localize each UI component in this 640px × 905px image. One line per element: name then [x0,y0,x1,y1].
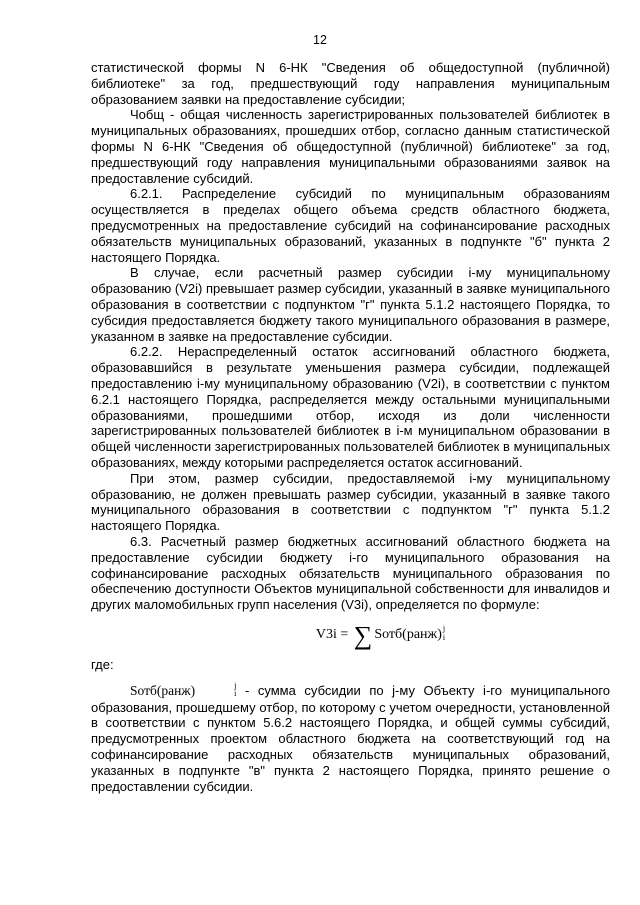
formula-term: Sотб(ранж) [374,626,442,642]
formula-superscript: j [442,623,446,633]
paragraph-5: 6.2.2. Нераспределенный остаток ассигнований областного бюджета, образовавшийся в результате уменьшения размера субсидии, подлежащей предоставлению i-му муниципальному образованию (V2i), в соответствии с пунктом 6.2.1 настоящего Порядка, распределяется между остальными муниципальными образованиями, прошедшими отбор, исходя из доли численности зарегистрированных пользователей библиотек в i-м муниципальном образовании в общей численности зарегистрированных пользователей библиотек в муниципальных образованиях, между которыми распределяется остаток ассигнований. [91,344,610,470]
paragraph-3: 6.2.1. Распределение субсидий по муниципальным образованиям осуществляется в пределах общего объема средств областного бюджета, предусмотренных на предоставление субсидий на софинансирование расходных обязательств муниципальных образований, указанных в подпункте "б" пункта 2 настоящего Порядка. [91,186,610,265]
page-number: 12 [313,33,327,47]
where-label: где: [91,656,114,672]
paragraph-7: 6.3. Расчетный размер бюджетных ассигнований областного бюджета на предоставление субсидии бюджету i-го муниципального образования на софинансирование расходных обязательств муниципального образования по обеспечению доступности Объектов муниципальной собственности для инвалидов и других маломобильных групп населения (V3i), определяется по формуле: [91,533,610,613]
definition-text: - сумма субсидии по j-му Объекту i-го муниципального образования, прошедшему отбор, по которому с учетом очередности, установленной в соответствии с пунктом 5.6.2 настоящего Порядка, и общей суммы субсидий, предусмотренных проектом областного бюджета на соответствующий год на софинансирование расходных обязательств муниципальных образований, указанных в подпункте "в" пункта 2 настоящего Порядка, принято решение о предоставлении субсидии. [91,682,610,794]
definition-subscript: i [234,688,237,698]
definition-term [130,680,237,698]
formula-subscript: i [442,632,446,642]
sum-symbol: ∑ [353,620,373,650]
paragraph-1: статистической формы N 6-НК "Сведения об общедоступной (публичной) библиотеке" за год, предшествующий году направления муниципальным образованием заявки на предоставление субсидии; [91,60,610,107]
formula-block [91,613,610,657]
formula [316,622,445,648]
definition-scripts [195,682,236,698]
definition-paragraph [91,680,610,795]
document-body [91,60,610,794]
formula-equals: = [340,626,349,642]
definition-superscript: j [234,680,237,690]
definition-term-text: Sотб(ранж) [130,682,196,698]
formula-scripts [443,624,445,642]
paragraph-4: В случае, если расчетный размер субсидии i-му муниципальному образованию (V2i) превышает размер субсидии, указанный в заявке муниципального образования в соответствии с подпунктом "г" пункта 5.1.2 настоящего Порядка, то субсидия предоставляется бюджету такого муниципального образования в размере, указанном в заявке на предоставление субсидии. [91,265,610,344]
paragraph-6: При этом, размер субсидии, предоставляемой i-му муниципальному образованию, не должен превышать размер субсидии, указанный в заявке такого муниципального образования в соответствии с подпунктом "г" пункта 5.1.2 настоящего Порядка. [91,470,610,534]
paragraph-2: Чобщ - общая численность зарегистрированных пользователей библиотек в муниципальных образованиях, прошедших отбор, согласно данным статистической формы N 6-НК "Сведения об общедоступной (публичной) библиотеке" за год, предшествующий году направления муниципальными образованиями заявок на предоставление субсидий. [91,107,610,186]
formula-lhs: V3i [315,626,337,642]
